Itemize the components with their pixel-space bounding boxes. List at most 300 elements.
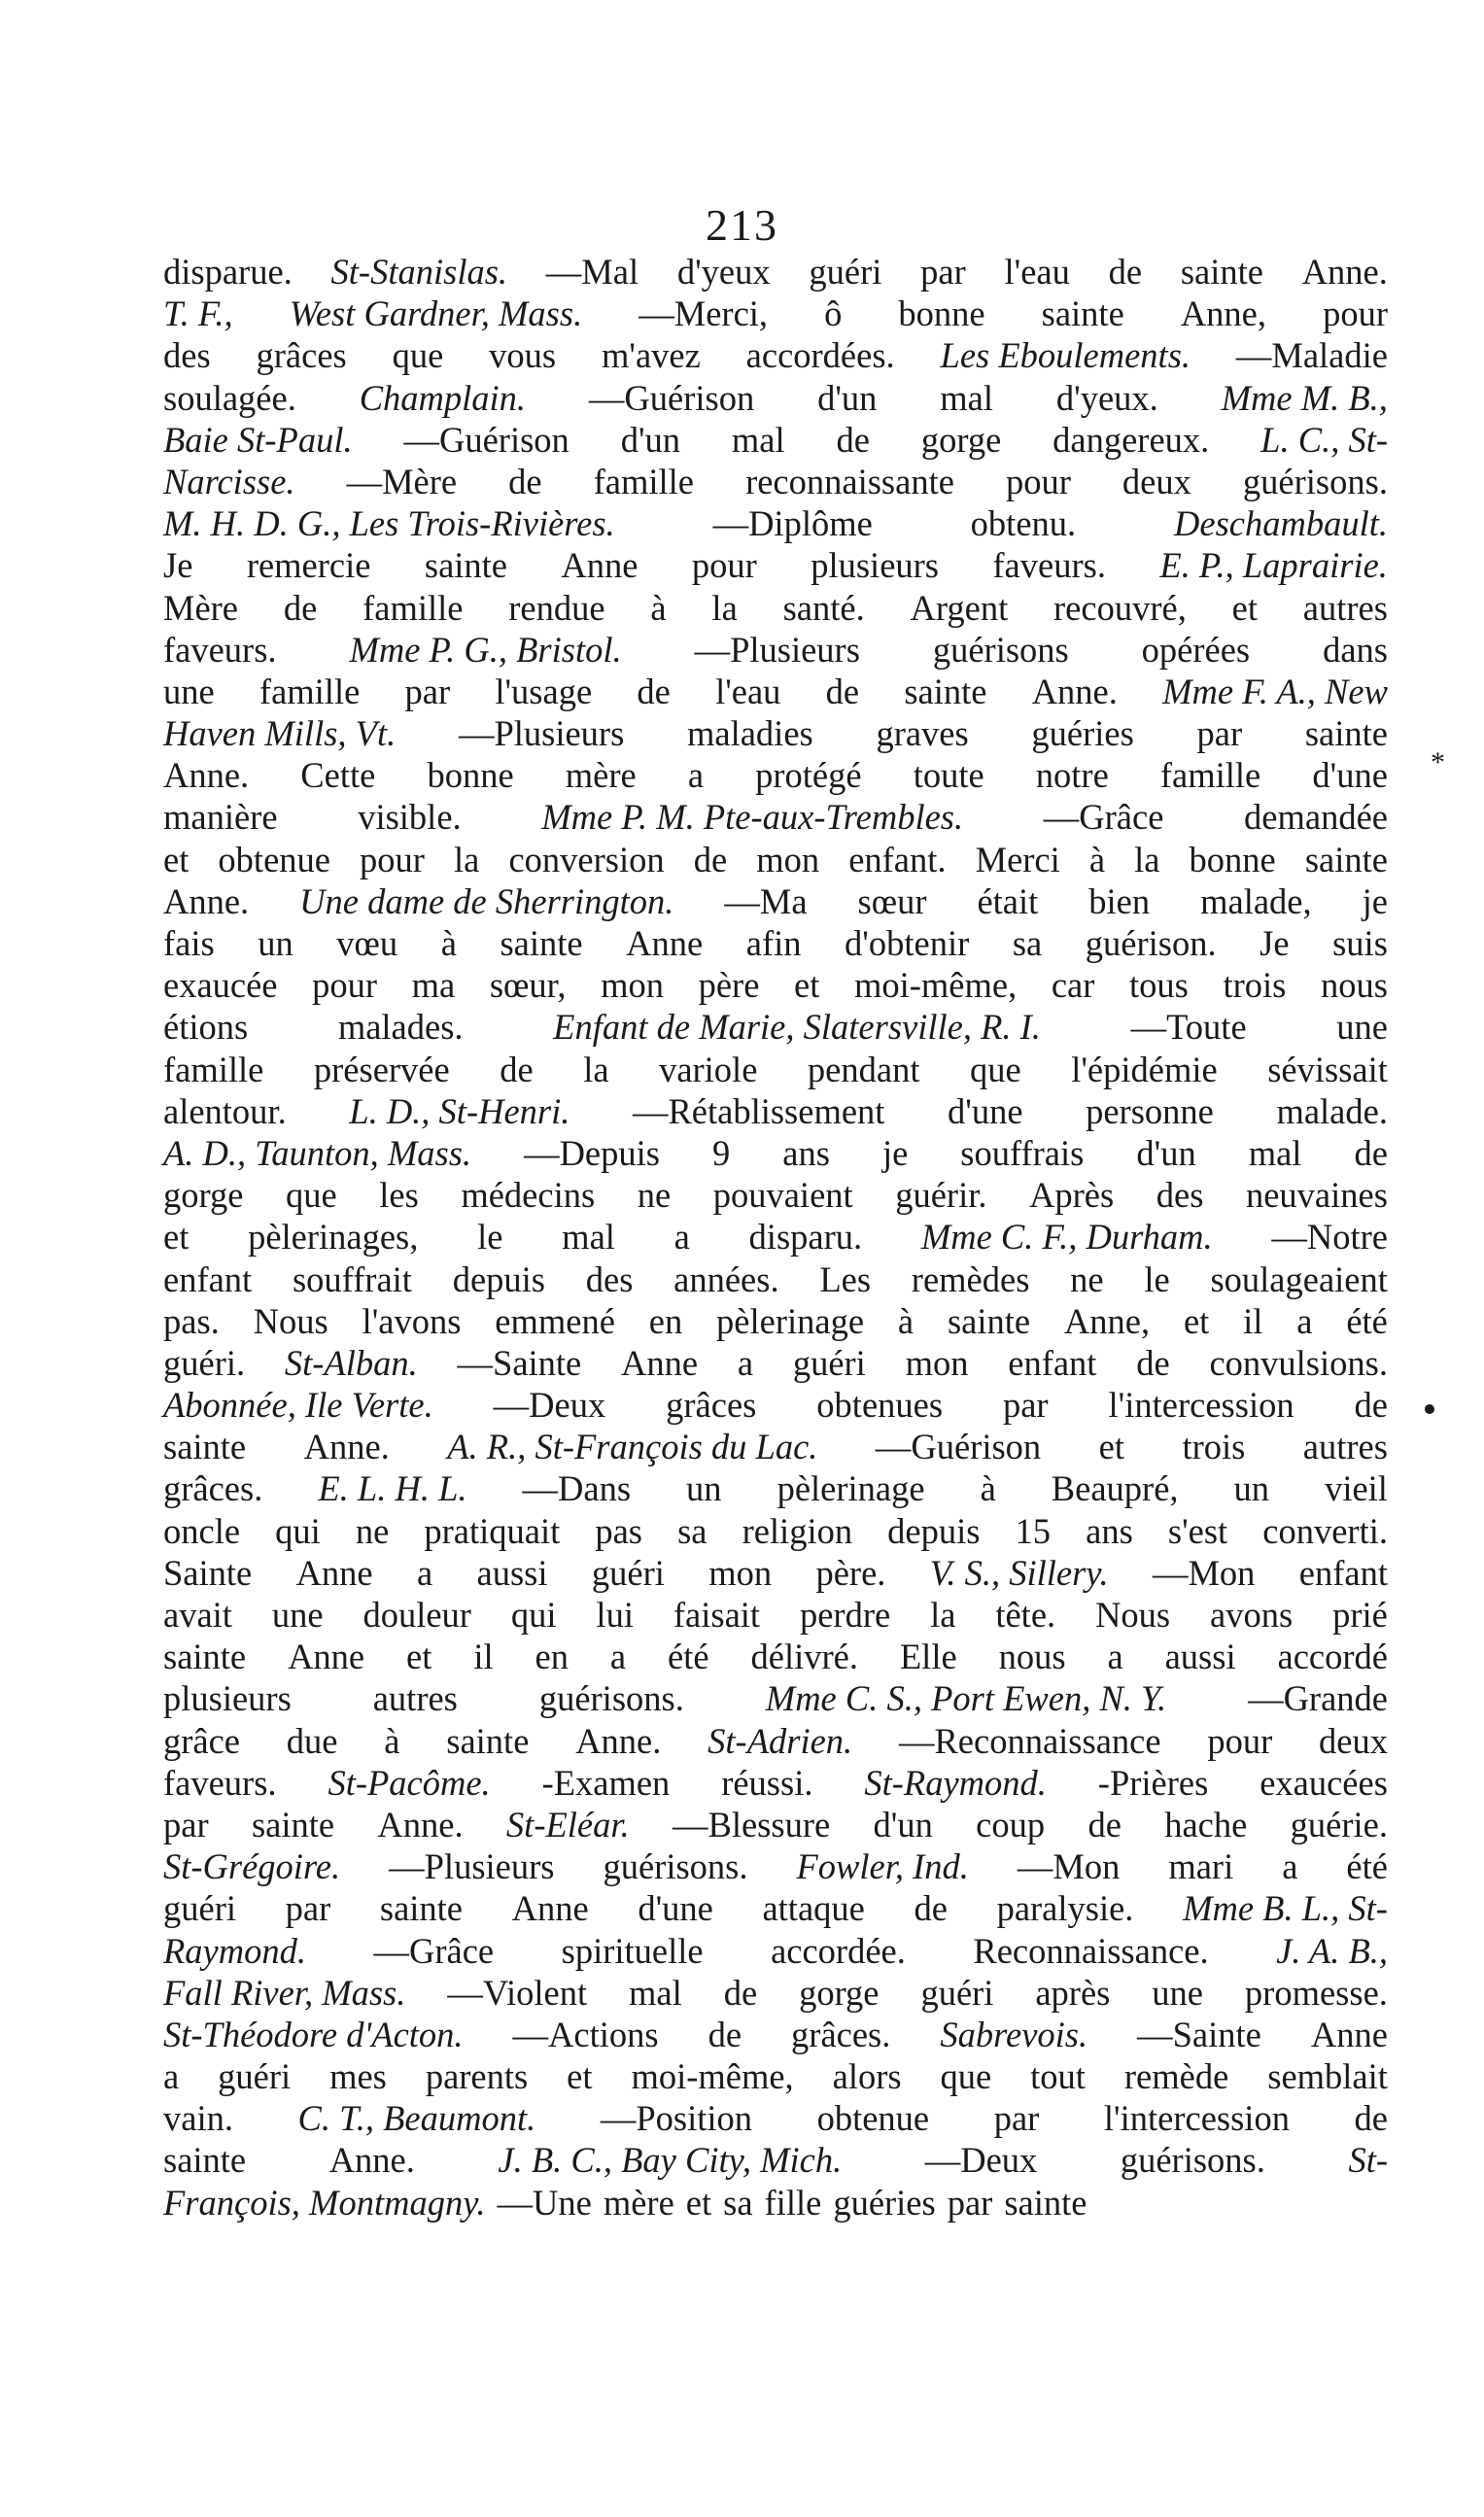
word: Anne. [163, 755, 250, 796]
word: souffrait [292, 1258, 412, 1299]
word: par [920, 252, 966, 292]
text-line [163, 922, 1388, 964]
word: convulsions. [1209, 1342, 1388, 1383]
margin-star-mark: * [1431, 746, 1445, 778]
word: sévissait [1267, 1049, 1388, 1089]
italic-word: St-Alban. [284, 1342, 418, 1383]
text-line [163, 461, 1388, 502]
word: sa [1012, 923, 1043, 963]
word: Je [163, 545, 193, 586]
word: à [650, 587, 667, 628]
text-line [163, 1384, 1388, 1426]
text-line [163, 1930, 1388, 1972]
word: et [163, 839, 190, 879]
word: que [940, 2056, 992, 2097]
word: spirituelle [561, 1930, 704, 1971]
word: un [686, 1468, 722, 1509]
word: et [1231, 587, 1258, 628]
word: disparu. [748, 1217, 863, 1258]
word: de [508, 461, 542, 501]
word: Argent [910, 587, 1009, 628]
word: sainte [163, 1427, 247, 1467]
word: —Plusieurs [694, 629, 860, 670]
word: pouvaient [712, 1175, 853, 1216]
word: —Actions [512, 2014, 659, 2054]
word: de [723, 1972, 758, 2013]
word: délivré. [750, 1637, 858, 1677]
italic-word: L. D., St-Henri. [349, 1090, 570, 1131]
word: -Examen [541, 1762, 671, 1803]
word: la [583, 1049, 609, 1089]
word: 9 [712, 1132, 731, 1173]
italic-word: E. P., Laprairie. [1159, 545, 1388, 586]
word: Anne, [1180, 293, 1267, 334]
italic-word: A. R., St-François du Lac. [447, 1427, 818, 1467]
italic-word: Champlain. [359, 377, 527, 418]
word: Nous [1095, 1595, 1171, 1635]
word: de [707, 2014, 742, 2054]
word: et [685, 2182, 712, 2223]
text-line [163, 419, 1388, 461]
word: avons [1210, 1595, 1294, 1635]
word: bonne [1189, 839, 1276, 879]
word: Elle [899, 1637, 957, 1677]
word: alors [832, 2056, 902, 2097]
word: Sainte [163, 1552, 253, 1593]
word: -Prières [1097, 1762, 1209, 1803]
word: et [163, 1217, 190, 1258]
word: —Notre [1271, 1217, 1388, 1258]
word: guéri [920, 1972, 994, 2013]
word: Beaupré, [1051, 1468, 1179, 1509]
italic-word: St-Grégoire. [163, 1846, 341, 1887]
text-line [163, 1342, 1388, 1384]
italic-word: Deschambault. [1174, 503, 1388, 544]
word: ans [782, 1132, 830, 1173]
word: par [404, 671, 451, 711]
word: —Une [497, 2182, 592, 2223]
word: guérisons. [1120, 2140, 1265, 2181]
text-line [163, 1845, 1388, 1887]
word: remède [1123, 2056, 1229, 2097]
word: enfant [1298, 1552, 1388, 1593]
word: qui [510, 1595, 557, 1635]
word: grâces. [163, 1468, 263, 1509]
word: sainte [500, 923, 583, 963]
text-line [163, 1426, 1388, 1467]
word: à [384, 1720, 400, 1761]
word: hache [1164, 1804, 1248, 1845]
word: de [1136, 1342, 1170, 1383]
text-line [163, 293, 1388, 334]
italic-word: Fowler, Ind. [796, 1846, 969, 1887]
word: nous [1321, 965, 1388, 1006]
word: guéries [833, 2182, 936, 2223]
word: santé. [782, 587, 865, 628]
text-line [163, 1720, 1388, 1762]
word: protégé [755, 755, 862, 796]
word: —Plusieurs [389, 1846, 555, 1887]
word: aussi [1164, 1637, 1236, 1677]
word: rendue [508, 587, 605, 628]
margin-dot-mark [1425, 1404, 1434, 1414]
word: en [648, 1300, 683, 1341]
italic-word: St- [1348, 2140, 1388, 2181]
text-line [163, 796, 1388, 838]
word: de [825, 671, 860, 711]
word: mon [905, 1342, 969, 1383]
word: guéri [792, 1342, 866, 1383]
word: sainte [1304, 839, 1388, 879]
word: et [794, 965, 820, 1006]
italic-word: Une dame de Sherrington. [299, 880, 674, 921]
word: —Mère [346, 461, 458, 501]
word: de [1108, 252, 1143, 292]
italic-word: M. H. D. G., Les Trois-Rivières. [163, 503, 615, 544]
word: sainte [163, 2140, 247, 2181]
word: —Dans [522, 1468, 632, 1509]
text-line [163, 1552, 1388, 1594]
word: deux [1319, 1720, 1388, 1761]
word: souffrais [960, 1132, 1085, 1173]
word: sœur [857, 880, 927, 921]
word: ô [824, 293, 843, 334]
word: il [1243, 1300, 1263, 1341]
text-line [163, 377, 1388, 419]
word: après [1035, 1972, 1111, 2013]
italic-word: T. F., [163, 293, 233, 334]
word: mes [329, 2056, 387, 2097]
word: —Rétablissement [632, 1090, 885, 1131]
text-line [163, 964, 1388, 1006]
word: pèlerinage [716, 1300, 865, 1341]
word: a [673, 1217, 690, 1258]
word: —Plusieurs [458, 713, 625, 754]
word: gorge [163, 1175, 244, 1216]
word: bien [1088, 880, 1151, 921]
word: —Position [600, 2098, 752, 2139]
word: depuis [887, 1510, 981, 1551]
word: réussi. [721, 1762, 813, 1803]
word: été [1346, 1300, 1388, 1341]
text-line [163, 880, 1388, 922]
word: sainte [163, 1637, 247, 1677]
word: Anne. [575, 1720, 662, 1761]
word: accordée. [771, 1930, 906, 1971]
word: Anne. [1301, 252, 1388, 292]
italic-word: Mme P. G., Bristol. [349, 629, 622, 670]
word: Après [1029, 1175, 1115, 1216]
word: m'avez [601, 335, 701, 376]
word: mal [940, 377, 994, 418]
word: malades. [337, 1007, 464, 1048]
word: et [1183, 1300, 1210, 1341]
word: soulageaient [1210, 1258, 1388, 1299]
word: la [1134, 839, 1160, 879]
word: une [1152, 1972, 1203, 2013]
word: attaque [762, 1888, 865, 1929]
text-line [163, 2097, 1388, 2139]
word: a [163, 2056, 180, 2097]
word: faisait [673, 1595, 761, 1635]
italic-word: Haven Mills, Vt. [163, 713, 397, 754]
word: —Ma [724, 880, 808, 921]
word: était [977, 880, 1039, 921]
italic-word: A. D., Taunton, Mass. [163, 1132, 472, 1173]
word: famille [362, 587, 464, 628]
word: plusieurs [163, 1678, 292, 1719]
word: a [1282, 1846, 1298, 1887]
italic-word: Sabrevois. [940, 2014, 1088, 2054]
italic-word: West Gardner, Mass. [289, 293, 583, 334]
word: guéri [591, 1552, 665, 1593]
word: d'un [1136, 1132, 1196, 1173]
word: —Toute [1130, 1007, 1247, 1048]
italic-word: L. C., St- [1260, 419, 1388, 460]
word: d'yeux [676, 252, 771, 292]
word: autres [1302, 1427, 1388, 1467]
word: mari [1168, 1846, 1234, 1887]
word: moi-même, [853, 965, 1018, 1006]
word: faveurs. [163, 1762, 277, 1803]
word: moi-même, [631, 2056, 794, 2097]
word: des [585, 1258, 634, 1299]
word: —Reconnaissance [898, 1720, 1161, 1761]
word: préservée [313, 1049, 450, 1089]
word: vain. [163, 2098, 233, 2139]
word: —Merci, [638, 293, 769, 334]
word: a [1296, 1300, 1313, 1341]
word: une [163, 671, 215, 711]
word: pèlerinages, [248, 1217, 419, 1258]
word: les [379, 1175, 419, 1216]
word: exaucées [1260, 1762, 1388, 1803]
text-line [163, 334, 1388, 376]
word: avait [163, 1595, 232, 1635]
word: par [1196, 713, 1243, 754]
word: enfant [1008, 1342, 1097, 1383]
word: l'intercession [1108, 1385, 1294, 1426]
word: fille [764, 2182, 822, 2223]
italic-word: Mme F. A., New [1162, 671, 1388, 711]
italic-word: Mme M. B., [1221, 377, 1388, 418]
text-line [163, 712, 1388, 754]
word: médecins [461, 1175, 596, 1216]
word: —Deux [924, 2140, 1038, 2181]
text-line [163, 2055, 1388, 2097]
text-line [163, 1049, 1388, 1090]
word: par [1002, 1385, 1049, 1426]
word: opérées [1141, 629, 1251, 670]
word: —Diplôme [712, 503, 873, 544]
word: Anne. [328, 2140, 415, 2181]
word: 15 [1015, 1510, 1052, 1551]
word: neuvaines [1245, 1175, 1388, 1216]
italic-word: St-Raymond. [864, 1762, 1047, 1803]
word: bonne [898, 293, 985, 334]
italic-word: Abonnée, Ile Verte. [163, 1385, 433, 1426]
word: et [406, 1637, 432, 1677]
word: variole [659, 1049, 758, 1089]
text-line [163, 544, 1388, 586]
word: sainte [947, 1300, 1031, 1341]
word: grâce [163, 1720, 241, 1761]
word: remèdes [911, 1258, 1030, 1299]
italic-word: St-Stanislas. [330, 252, 508, 292]
word: de [914, 1888, 948, 1929]
word: été [668, 1637, 709, 1677]
word: —Maladie [1235, 335, 1388, 376]
word: d'une [1312, 755, 1388, 796]
italic-word: Fall River, Mass. [163, 1972, 406, 2013]
italic-word: Les Eboulements. [940, 335, 1191, 376]
word: demandée [1244, 797, 1388, 838]
word: sa [723, 2182, 753, 2223]
word: Merci [975, 839, 1060, 879]
word: il [473, 1637, 494, 1677]
word: et [567, 2056, 593, 2097]
word: grâces [666, 1385, 757, 1426]
word: a [687, 755, 705, 796]
word: parents [425, 2056, 529, 2097]
word: Anne [621, 1342, 699, 1383]
word: l'usage [495, 671, 593, 711]
word: je [1362, 880, 1388, 921]
word: guérisons. [603, 1846, 748, 1887]
word: manière [163, 797, 278, 838]
word: plusieurs [811, 545, 939, 586]
word: été [1346, 1846, 1388, 1887]
text-line [163, 1258, 1388, 1300]
word: le [477, 1217, 503, 1258]
word: Anne. [377, 1804, 464, 1845]
word: guéri [163, 1888, 236, 1929]
italic-word: J. B. C., Bay City, Mich. [498, 2140, 843, 2181]
word: pour [1323, 293, 1388, 334]
word: lui [596, 1595, 634, 1635]
word: alentour. [163, 1090, 287, 1131]
word: Anne [626, 923, 704, 963]
word: gorge [799, 1972, 880, 2013]
word: je [881, 1132, 909, 1173]
word: due [286, 1720, 338, 1761]
word: dangereux. [1053, 419, 1210, 460]
word: tous [1129, 965, 1189, 1006]
word: sa [677, 1510, 707, 1551]
word: —Violent [447, 1972, 588, 2013]
word: par [285, 1888, 331, 1929]
word: en [535, 1637, 569, 1677]
word: de [637, 671, 671, 711]
word: promesse. [1244, 1972, 1388, 2013]
word: de [1354, 1385, 1388, 1426]
word: pratiquait [424, 1510, 561, 1551]
word: a [1107, 1637, 1123, 1677]
word: mal [731, 419, 785, 460]
word: d'une [948, 1090, 1023, 1131]
word: des [1156, 1175, 1204, 1216]
text-line [163, 1216, 1388, 1258]
word: mon [756, 839, 820, 879]
word: —Sainte [1137, 2014, 1261, 2054]
word: gorge [920, 419, 1002, 460]
word: sainte [1041, 293, 1124, 334]
word: d'un [620, 419, 681, 460]
word: malade. [1276, 1090, 1388, 1131]
word: d'un [817, 377, 878, 418]
word: sainte [1304, 713, 1388, 754]
word: obtenue [816, 2098, 930, 2139]
word: obtenu. [970, 503, 1077, 544]
word: de [1354, 1132, 1388, 1173]
word: un [258, 923, 293, 963]
word: l'eau [1004, 252, 1070, 292]
word: coup [976, 1804, 1046, 1845]
text-line [163, 1174, 1388, 1216]
word: dans [1323, 629, 1388, 670]
word: un [1233, 1468, 1270, 1509]
word: conversion [508, 839, 665, 879]
word: visible. [358, 797, 462, 838]
word: ne [355, 1510, 390, 1551]
word: enfant [163, 1258, 253, 1299]
text-line [163, 1510, 1388, 1552]
word: pour [360, 839, 425, 879]
word: de [500, 1049, 534, 1089]
word: maladies [687, 713, 813, 754]
text-line [163, 2014, 1388, 2055]
word: disparue. [163, 252, 293, 292]
word: d'yeux. [1055, 377, 1158, 418]
word: sainte [446, 1720, 530, 1761]
word: d'obtenir [845, 923, 970, 963]
italic-word: St-Théodore d'Acton. [163, 2014, 464, 2054]
text-line [163, 2139, 1388, 2181]
word: Anne. [303, 1427, 390, 1467]
italic-word: Mme P. M. Pte-aux-Trembles. [541, 797, 964, 838]
word: trois [1223, 965, 1287, 1006]
word: pas [595, 1510, 642, 1551]
word: sainte [1004, 2182, 1087, 2223]
text-line [163, 251, 1388, 293]
word: Anne, [1063, 1300, 1151, 1341]
word: Cette [300, 755, 376, 796]
word: bonne [427, 755, 514, 796]
word: nous [998, 1637, 1066, 1677]
word: Je [1260, 923, 1290, 963]
word: depuis [452, 1258, 545, 1299]
text-line [163, 671, 1388, 712]
word: afin [745, 923, 802, 963]
word: une [1336, 1007, 1388, 1048]
word: à [980, 1468, 996, 1509]
word: a [416, 1552, 433, 1593]
word: pour [312, 965, 378, 1006]
word: et [1098, 1427, 1124, 1467]
italic-word: François, Montmagny. [163, 2182, 486, 2223]
word: emmené [495, 1300, 615, 1341]
word: Anne. [163, 880, 250, 921]
word: tout [1030, 2056, 1086, 2097]
word: de [1087, 1804, 1122, 1845]
word: vous [489, 335, 557, 376]
word: famille [259, 671, 361, 711]
word: autres [372, 1678, 458, 1719]
word: suis [1332, 923, 1388, 963]
word: deux [1122, 461, 1191, 501]
word: guérison. [1085, 923, 1217, 963]
text-line [163, 502, 1388, 544]
